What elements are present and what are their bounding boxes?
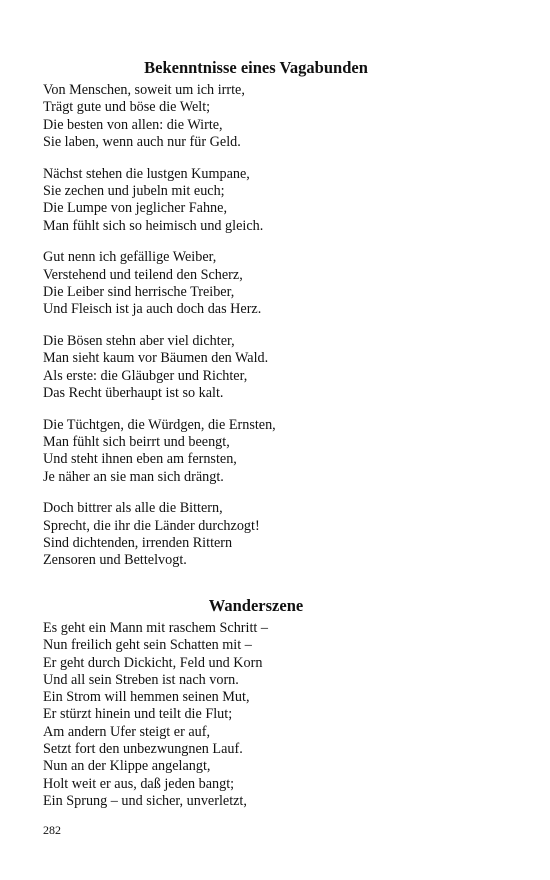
verse-line: Von Menschen, soweit um ich irrte, <box>43 82 245 98</box>
verse-line: Die besten von allen: die Wirte, <box>43 116 223 133</box>
verse-line: Sind dichtenden, irrenden Rittern <box>43 535 233 552</box>
verse-line: Und Fleisch ist ja auch doch das Herz. <box>43 301 262 318</box>
verse-line: Man sieht kaum vor Bäumen den Wald. <box>43 350 269 367</box>
verse-line: Die Lumpe von jeglicher Fahne, <box>43 200 227 217</box>
verse-line: Die Tüchtgen, die Würdgen, die Ernsten, <box>43 416 276 433</box>
verse-line: Und steht ihnen eben am fernsten, <box>43 451 237 468</box>
verse-line: Es geht ein Mann mit raschem Schritt – <box>43 620 268 636</box>
verse-line: Man fühlt sich so heimisch und gleich. <box>43 217 264 234</box>
verse-line: Holt weit er aus, daß jeden bangt; <box>43 775 235 792</box>
verse-line: Nun freilich geht sein Schatten mit – <box>43 637 252 654</box>
verse-line: Ein Sprung – und sicher, unverletzt, <box>43 792 247 809</box>
verse-line: Die Bösen stehn aber viel dichter, <box>43 333 235 350</box>
verse-line: Nächst stehen die lustgen Kumpane, <box>43 165 250 182</box>
poem-body-wanderszene <box>43 620 483 810</box>
page-number: 282 <box>43 823 61 837</box>
verse-line: Das Recht überhaupt ist so kalt. <box>43 384 224 401</box>
verse-line: Doch bittrer als alle die Bittern, <box>43 500 223 517</box>
verse-line: Trägt gute und böse die Welt; <box>43 99 211 116</box>
verse-line: Sie laben, wenn auch nur für Geld. <box>43 133 241 150</box>
verse-line: Er stürzt hinein und teilt die Flut; <box>43 706 233 723</box>
stanza <box>43 417 483 486</box>
verse-line: Am andern Ufer steigt er auf, <box>43 723 211 740</box>
verse-line: Sie zechen und jubeln mit euch; <box>43 182 225 199</box>
verse-line: Ein Strom will hemmen seinen Mut, <box>43 689 250 706</box>
stanza <box>43 500 483 569</box>
stanza <box>43 166 483 235</box>
verse-line: Verstehend und teilend den Scherz, <box>43 266 243 283</box>
poem-title-bekenntnisse: Bekenntnisse eines Vagabunden <box>144 58 368 77</box>
verse-line: Sprecht, die ihr die Länder durchzogt! <box>43 517 260 534</box>
verse-line: Als erste: die Gläubger und Richter, <box>43 367 248 384</box>
verse-line: Setzt fort den unbezwungnen Lauf. <box>43 741 243 758</box>
stanza <box>43 620 483 810</box>
verse-line: Man fühlt sich beirrt und beengt, <box>43 434 230 451</box>
stanza <box>43 82 483 151</box>
poem-title-wanderszene: Wanderszene <box>208 596 304 615</box>
verse-line: Nun an der Klippe angelangt, <box>43 758 211 775</box>
verse-line: Und all sein Streben ist nach vorn. <box>43 671 239 688</box>
verse-line: Die Leiber sind herrische Treiber, <box>43 283 235 300</box>
verse-line: Gut nenn ich gefällige Weiber, <box>43 249 217 266</box>
verse-line: Er geht durch Dickicht, Feld und Korn <box>43 654 263 671</box>
poem-body-bekenntnisse <box>43 82 483 570</box>
verse-line: Zensoren und Bettelvogt. <box>43 552 187 569</box>
stanza <box>43 333 483 402</box>
verse-line: Je näher an sie man sich drängt. <box>43 468 224 485</box>
stanza <box>43 249 483 318</box>
